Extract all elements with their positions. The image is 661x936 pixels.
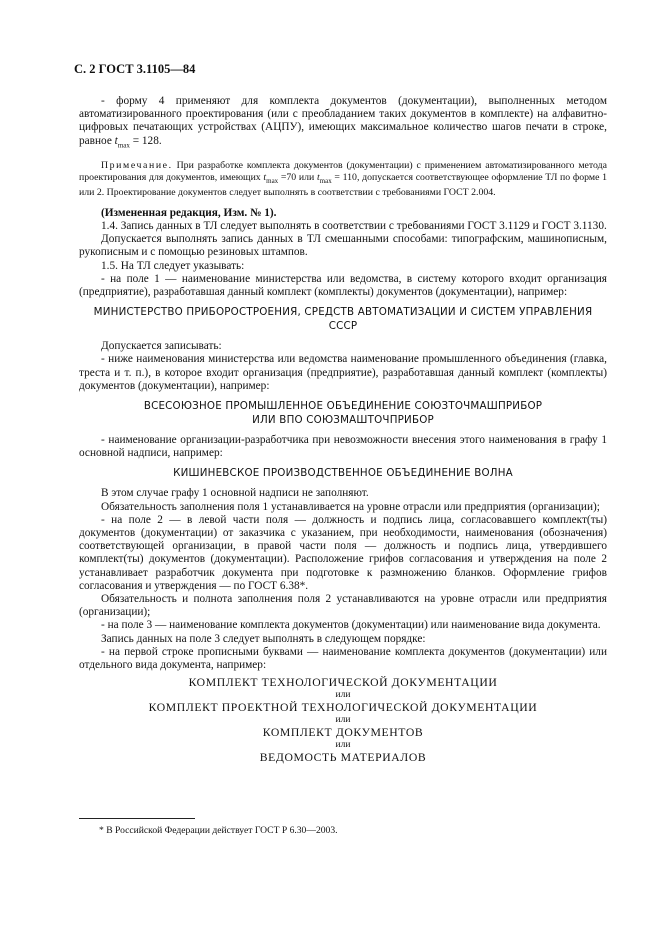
clause-association: - ниже наименования министерства или ведомства наименование промышленного объединения (главка, треста и т. п.), в которое входит организация (предприятие), разработавшая данный комплект (комплекты) документов (документации), например: xyxy=(79,353,607,392)
field-1-obligation: Обязательность заполнения поля 1 устанавливается на уровне отрасли или предприятия (организации); xyxy=(101,500,600,513)
note-text-c: = 110, допускается соответствующее оформление ТЛ по форме 1 или 2. Проектирование документов следует выполнять в соответствии с требованиями ГОСТ 2.004. xyxy=(79,171,607,199)
clause-field-1: - на поле 1 — наименование министерства или ведомства, в систему которого входит организация (предприятие), разработавшая данный комплект (комплекты) документов (документации), например: xyxy=(79,272,607,299)
or-label-2: или xyxy=(335,715,351,726)
note-paragraph xyxy=(79,160,607,199)
example-association-line2: ИЛИ ВПО СОЮЗМАШТОЧПРИБОР xyxy=(252,414,434,427)
paragraph-form4-end: = 128. xyxy=(129,134,162,147)
or-label-3: или xyxy=(335,740,351,751)
example-association-line1: ВСЕСОЮЗНОЕ ПРОМЫШЛЕННОЕ ОБЪЕДИНЕНИЕ СОЮЗТОЧМАШПРИБОР xyxy=(143,400,543,413)
clause-field-3: - на поле 3 — наименование комплекта документов (документации) или наименование вида документа. xyxy=(101,619,601,632)
clause-1-5: 1.5. На ТЛ следует указывать: xyxy=(101,259,245,272)
example-sets xyxy=(79,676,607,764)
field-3-order: Запись данных на поле 3 следует выполнять в следующем порядке: xyxy=(101,632,426,645)
field-1-note: В этом случае графу 1 основной надписи не заполняют. xyxy=(101,487,369,500)
example-set-2: КОМПЛЕКТ ПРОЕКТНОЙ ТЕХНОЛОГИЧЕСКОЙ ДОКУМЕНТАЦИИ xyxy=(148,701,538,715)
example-association xyxy=(79,399,607,427)
clause-1-4: 1.4. Запись данных в ТЛ следует выполнять в соответствии с требованиями ГОСТ 3.1129 и ГОСТ 3.1130. xyxy=(101,220,607,232)
paragraph-form4 xyxy=(79,95,607,152)
document-body xyxy=(79,95,607,764)
page-header: С. 2 ГОСТ 3.1105—84 xyxy=(74,62,196,76)
clause-field-2: - на поле 2 — в левой части поля — должность и подпись лица, согласовавшего комплект(ты) документов (документации) от заказчика с указанием, при необходимости, наименования (обозначения) соответствующей организации, в правой части поля — должность и подпись лица, утвердившего комплект(ты) документов (документации). Расположение грифов согласования и утверждения на поле 2 устанавливает разработчик документа при подготовке к размножению бланков. Оформление грифов согласования и утверждения — по ГОСТ 6.38*. xyxy=(79,513,607,592)
example-set-4: ВЕДОМОСТЬ МАТЕРИАЛОВ xyxy=(259,751,427,765)
revision-note: (Измененная редакция, Изм. № 1). xyxy=(101,206,277,219)
note-var-1: t xyxy=(263,171,267,183)
t-max-sub: max xyxy=(117,140,130,149)
field-3-first-line: - на первой строке прописными буквами — наименование комплекта документов (документации) или отдельного вида документа, например: xyxy=(79,645,607,672)
allowed-label: Допускается записывать: xyxy=(101,340,222,353)
paragraph-form4-text: - форму 4 применяют для комплекта документов (документации), выполненных методом автоматизированного проектирования (или с преобладанием таких документов в комплекте) на алфавитно-цифровых печатающих устройствах (АЦПУ), имеющих максимальное количество шагов печати в строке, равное xyxy=(79,95,607,147)
footnote-divider xyxy=(79,818,195,819)
note-sub-1: max xyxy=(266,176,279,185)
t-max-var: t xyxy=(114,134,118,147)
footnote: * В Российской Федерации действует ГОСТ Р 6.30—2003. xyxy=(99,825,338,836)
note-text-b: =70 или xyxy=(278,171,317,183)
clause-developer: - наименование организации-разработчика при невозможности внесения этого наименования в графу 1 основной надписи, например: xyxy=(79,434,607,460)
example-ministry: МИНИСТЕРСТВО ПРИБОРОСТРОЕНИЯ, СРЕДСТВ АВТОМАТИЗАЦИИ И СИСТЕМ УПРАВЛЕНИЯ СССР xyxy=(93,306,593,333)
note-label: Примечание. xyxy=(101,160,173,172)
or-label-1: или xyxy=(335,690,351,701)
example-set-3: КОМПЛЕКТ ДОКУМЕНТОВ xyxy=(262,726,424,740)
clause-1-4-allowed: Допускается выполнять запись данных в ТЛ смешанными способами: типографским, машинописным, рукописным и с помощью резиновых штампов. xyxy=(79,233,607,259)
note-var-2: t xyxy=(316,171,320,183)
note-text-a: При разработке комплекта документов (документации) с применением автоматизированного метода проектирования для документов, имеющих xyxy=(79,160,607,183)
example-developer: КИШИНЕВСКОЕ ПРОИЗВОДСТВЕННОЕ ОБЪЕДИНЕНИЕ ВОЛНА xyxy=(173,467,513,480)
example-set-1: КОМПЛЕКТ ТЕХНОЛОГИЧЕСКОЙ ДОКУМЕНТАЦИИ xyxy=(188,676,498,690)
field-2-obligation: Обязательность и полнота заполнения поля 2 устанавливаются на уровне отрасли или предприятия (организации); xyxy=(79,593,607,619)
note-sub-2: max xyxy=(319,176,332,185)
